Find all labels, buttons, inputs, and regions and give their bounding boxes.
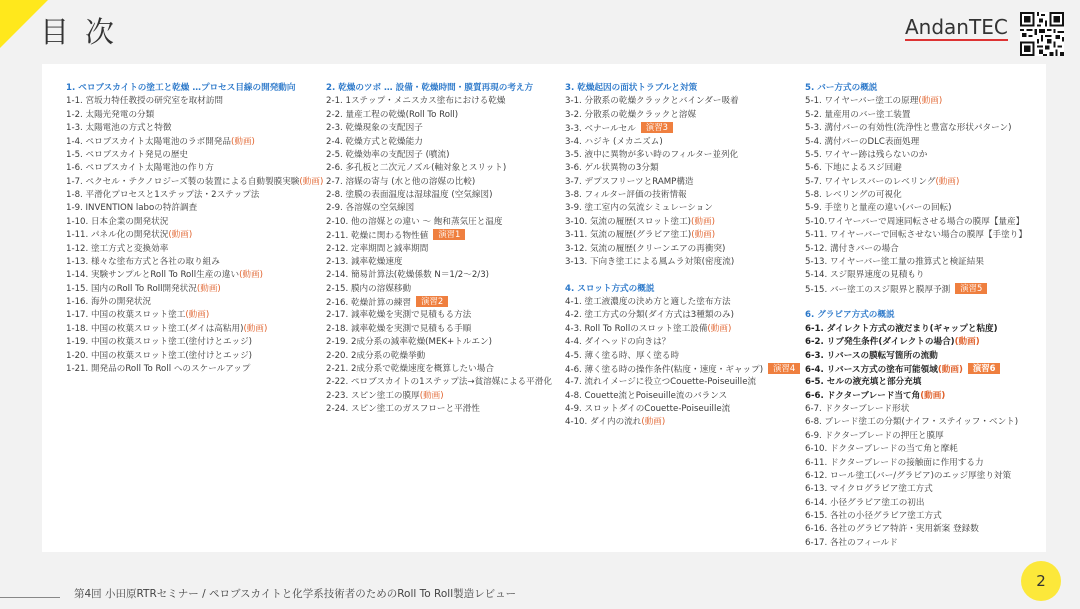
toc-item-label: 6-13. マイクログラビア塗工方式 (805, 484, 933, 495)
toc-item (66, 122, 323, 135)
toc-item (805, 537, 1027, 550)
footer-text: 第4回 小田原RTRセミナー / ペロブスカイトと化学系技術者のためのRoll To Roll製造レビュー (74, 588, 517, 600)
video-tag: (動画) (168, 230, 193, 241)
toc-item (565, 403, 800, 416)
toc-item-label: 6-16. 各社のグラビア特許・実用新案 登録数 (805, 524, 979, 535)
toc-item (805, 403, 1027, 416)
toc-item (565, 256, 800, 269)
toc-item-label: 5-15. バー塗工のスジ限界と膜厚予測 (805, 284, 951, 295)
toc-item-label: 1-9. INVENTION laboの特許調査 (66, 203, 198, 214)
toc-item-label: 2-6. 多孔板と二次元ノズル(軸対象とスリット) (326, 163, 507, 174)
toc-item (326, 309, 552, 322)
toc-item (805, 510, 1027, 523)
toc-item (326, 283, 552, 296)
toc-item-label: 6-8. ブレード塗工の分類(ナイフ・ステイッフ・ベント) (805, 417, 1019, 428)
toc-item (326, 122, 552, 135)
toc-item (66, 309, 323, 322)
toc-item-label: 2-16. 乾燥計算の練習 (326, 298, 412, 308)
toc-item-label: 3-11. 気流の履歴(グラビア塗工) (565, 230, 692, 241)
toc-item (565, 323, 800, 336)
toc-item-label: 5-5. ワイヤー跡は残らないのか (805, 149, 928, 160)
toc-item (66, 202, 323, 215)
toc-item-label: 5-1. ワイヤーバー塗工の原理 (805, 96, 919, 107)
toc-item (805, 523, 1027, 536)
toc-item (805, 363, 1027, 376)
toc-item-label: 2-4. 乾燥方式と乾燥能力 (326, 136, 423, 147)
toc-item-label: 1-2. 太陽光発電の分類 (66, 109, 155, 120)
toc-item (805, 256, 1027, 269)
toc-item-label: 2-20. 2成分系の乾燥挙動 (326, 350, 426, 361)
toc-item (565, 309, 800, 322)
toc-item-label: 6-3. リバースの膜転写箇所の流動 (805, 350, 938, 361)
toc-item (565, 95, 800, 108)
toc-item-label: 2-15. 膜内の溶媒移動 (326, 283, 412, 294)
video-tag: (動画) (918, 96, 943, 107)
toc-item (66, 216, 323, 229)
toc-item (326, 350, 552, 363)
video-tag: (動画) (954, 337, 980, 348)
toc-item-label: 6-2. リブ発生条件(ダイレクトの場合) (805, 337, 955, 348)
toc-item (565, 216, 800, 229)
toc-item-label: 2-12. 定率期間と減率期間 (326, 243, 429, 254)
video-tag: (動画) (641, 417, 666, 428)
toc-item (66, 176, 323, 189)
video-tag: (動画) (243, 323, 268, 334)
toc-item-label: 2-17. 減率乾燥を実測で見積もる方法 (326, 310, 472, 321)
toc-item (805, 162, 1027, 175)
toc-item-label: 6-10. ドクターブレードの当て角と摩耗 (805, 444, 958, 455)
toc-item-label: 1-18. 中国の枚葉スロット塗工(ダイは高粘用) (66, 323, 244, 334)
toc-item (805, 376, 1027, 389)
toc-item-label: 1-10. 日本企業の開発状況 (66, 216, 169, 227)
toc-item (565, 350, 800, 363)
toc-item (326, 136, 552, 149)
video-tag: (動画) (196, 283, 221, 294)
toc-item (66, 162, 323, 175)
toc-item-label: 3-6. ゲル状異物の3分類 (565, 163, 659, 174)
toc-item-label: 2-18. 減率乾燥を実測で見積もる手順 (326, 323, 472, 334)
video-tag: (動画) (691, 216, 715, 227)
toc-item (565, 390, 800, 403)
toc-item (805, 136, 1027, 149)
toc-item-label: 3-13. 下向き塗工による風ムラ対策(密度流) (565, 256, 735, 267)
toc-item-label: 2-8. 塗膜の表面温度は湿球温度 (空気線図) (326, 190, 493, 200)
toc-item (66, 149, 323, 162)
toc-section-heading (565, 283, 800, 296)
exercise-badge: 演習4 (768, 363, 800, 374)
toc-item-label: 1-17. 中国の枚葉スロット塗工 (66, 310, 186, 321)
toc-item-label: 6-17. 各社のフィールド (805, 537, 898, 548)
toc-item (805, 122, 1027, 135)
toc-item-label: 2-1. 1ステップ・メニスカス塗布における乾燥 (326, 96, 506, 107)
toc-item-label: 1-12. 塗工方式と変換効率 (66, 243, 169, 254)
toc-item-label: 4-2. 塗工方式の分類(ダイ方式は3種類のみ) (565, 310, 735, 321)
toc-item-label: 6-5. セルの液充填と部分充填 (805, 377, 922, 388)
toc-item-label: 2-7. 溶媒の寄与 (水と他の溶媒の比較) (326, 176, 476, 187)
toc-item-label: 2-24. スピン塗工のガスフローと平滑性 (326, 404, 480, 414)
toc-section-heading (565, 82, 800, 95)
toc-item (805, 350, 1027, 363)
toc-item-label: 1-6. ペロブスカイト太陽電池の作り方 (66, 163, 214, 174)
toc-item-label: 2-5. 乾燥効率の支配因子 (噴流) (326, 149, 450, 160)
toc-item-label: 3-12. 気流の履歴(クリーンエアの再衝突) (565, 243, 726, 254)
toc-item (66, 323, 323, 336)
toc-item-label: 3-5. 液中に異物が多い時のフィルター並列化 (565, 149, 739, 160)
toc-item (565, 296, 800, 309)
toc-item-label: 1-15. 国内のRoll To Roll開発状況 (66, 283, 197, 294)
video-tag: (動画) (935, 176, 960, 187)
toc-item (326, 256, 552, 269)
footer-divider (0, 597, 60, 598)
toc-item (326, 229, 552, 242)
toc-item-label: 4-7. 流れイメージに役立つCouette-Poiseuille流 (565, 377, 757, 388)
toc-item (326, 376, 552, 389)
toc-item-label: 2-22. ペロブスカイトの1ステップ法→貧溶媒による平滑化 (326, 377, 552, 388)
toc-item-label: 2-19. 2成分系の減率乾燥(MEK+トルエン) (326, 337, 492, 348)
toc-item (565, 243, 800, 256)
toc-item-label: 2. 乾燥のツボ … 設備・乾燥時間・膜質再現の考え方 (326, 83, 534, 93)
toc-item-label: 3-4. ハジキ (メカニズム) (565, 136, 663, 147)
toc-item-label: 2-10. 他の溶媒との違い ～ 飽和蒸気圧と温度 (326, 216, 503, 227)
toc-item (805, 497, 1027, 510)
toc-item-label: 3-2. 分散系の乾燥クラックと溶媒 (565, 109, 697, 120)
toc-item (805, 149, 1027, 162)
toc-item (66, 336, 323, 349)
toc-item (805, 336, 1027, 349)
toc-panel (42, 64, 1046, 552)
toc-item-label: 3-10. 気流の履歴(スロット塗工) (565, 216, 692, 227)
toc-item (805, 229, 1027, 242)
toc-item (326, 189, 552, 202)
toc-item-label: 2-9. 各溶媒の空気線図 (326, 203, 415, 214)
toc-item-label: 5. バー方式の概説 (805, 83, 878, 93)
toc-item-label: 3-9. 塗工室内の気流シミュレーション (565, 203, 713, 214)
toc-column-4 (805, 82, 1027, 550)
toc-item-label: 5-9. 手塗りと量産の違い(バーの回転) (805, 203, 952, 214)
toc-section-heading (805, 309, 1027, 322)
toc-item-label: 1-21. 開発品のRoll To Roll へのスケールアップ (66, 363, 251, 374)
toc-item (66, 269, 323, 282)
toc-item-label: 6-12. ロール塗工(バー/グラビア)のエッジ厚塗り対策 (805, 470, 1012, 481)
toc-item-label: 1-7. ペクセル・テクノロジーズ製の装置による自動製膜実験 (66, 176, 300, 187)
toc-item-label: 5-8. レベリングの可視化 (805, 190, 902, 200)
toc-item (805, 416, 1027, 429)
toc-item (66, 256, 323, 269)
toc-item (805, 243, 1027, 256)
toc-item (66, 109, 323, 122)
toc-item-label: 4-8. Couette流とPoiseuille流のバランス (565, 390, 728, 401)
toc-item (326, 390, 552, 403)
toc-item (565, 122, 800, 135)
toc-item-label: 5-11. ワイヤーバーで回転させない場合の膜厚【手塗り】 (805, 230, 1027, 241)
toc-item (565, 416, 800, 429)
video-tag: (動画) (707, 323, 732, 334)
toc-item-label: 6-6. ドクターブレード当て角 (805, 390, 921, 401)
toc-item-label: 6-7. ドクターブレード形状 (805, 404, 910, 414)
toc-item-label: 4-1. 塗工液濃度の決め方と適した塗布方法 (565, 297, 731, 307)
toc-item (66, 350, 323, 363)
toc-item (66, 95, 323, 108)
toc-item-label: 5-4. 溝付バーのDLC表面処理 (805, 136, 920, 147)
toc-item-label: 2-14. 簡易計算法(乾燥係数 N＝1/2～2/3) (326, 270, 490, 281)
toc-column-1 (66, 82, 323, 376)
toc-item-label: 6-11. ドクターブレードの接触面に作用する力 (805, 457, 984, 468)
toc-item (805, 109, 1027, 122)
toc-spacer (565, 269, 800, 282)
toc-column-3 (565, 82, 800, 430)
toc-item (565, 162, 800, 175)
toc-item (326, 162, 552, 175)
qr-code-icon (1020, 12, 1064, 56)
video-tag: (動画) (691, 230, 716, 241)
toc-item-label: 4-3. Roll To Rollのスロット塗工設備 (565, 323, 708, 334)
toc-item (66, 136, 323, 149)
toc-item (805, 269, 1027, 282)
toc-item-label: 5-14. スジ限界速度の見積もり (805, 270, 925, 281)
toc-item-label: 6-15. 各社の小径グラビア塗工方式 (805, 511, 942, 521)
toc-item (326, 323, 552, 336)
toc-item-label: 1-20. 中国の枚葉スロット塗工(塗付けとエッジ) (66, 350, 253, 361)
toc-item (326, 202, 552, 215)
toc-item (326, 216, 552, 229)
exercise-badge: 演習1 (433, 229, 465, 240)
brand-logo: AndanTEC (905, 15, 1008, 39)
exercise-badge: 演習3 (641, 122, 673, 133)
toc-item (805, 283, 1027, 296)
toc-item-label: 1-3. 太陽電池の方式と特徴 (66, 123, 172, 134)
toc-item (805, 470, 1027, 483)
toc-item (326, 149, 552, 162)
toc-item (326, 176, 552, 189)
toc-section-heading (326, 82, 552, 95)
toc-item (805, 483, 1027, 496)
toc-item-label: 1-5. ペロブスカイト発見の歴史 (66, 149, 189, 160)
exercise-badge: 演習5 (955, 283, 987, 294)
toc-item (326, 363, 552, 376)
page-number-badge: 2 (1021, 561, 1061, 601)
toc-item (326, 109, 552, 122)
toc-item-label: 1-14. 実験サンプルとRoll To Roll生産の違い (66, 270, 240, 281)
exercise-badge: 演習6 (968, 363, 1001, 374)
toc-item-label: 4-6. 薄く塗る時の操作条件(粘度・速度・ギャップ) (565, 364, 764, 375)
toc-item-label: 6-4. リバース方式の塗布可能領域 (805, 364, 938, 375)
toc-item-label: 1-1. 宮坂力特任教授の研究室を取材訪問 (66, 96, 224, 107)
toc-item (805, 323, 1027, 336)
video-tag: (動画) (299, 176, 324, 187)
toc-item (565, 136, 800, 149)
video-tag: (動画) (185, 310, 210, 321)
toc-item-label: 5-7. ワイヤレスバーのレベリング (805, 176, 936, 187)
toc-item-label: 1. ペロブスカイトの塗工と乾燥 …プロセス目線の開発動向 (66, 83, 296, 93)
toc-item-label: 4-9. スロットダイのCouette-Poiseuille流 (565, 404, 731, 414)
toc-item-label: 5-12. 溝付きバーの場合 (805, 243, 899, 254)
toc-item-label: 5-2. 量産用のバー塗工装置 (805, 109, 911, 120)
toc-item-label: 1-8. 平滑化プロセスと1ステップ法・2ステップ法 (66, 190, 260, 200)
page-title: 目次 (40, 15, 131, 49)
toc-item-label: 3-8. フィルター評価の技術情報 (565, 190, 687, 200)
toc-item-label: 2-13. 減率乾燥速度 (326, 256, 403, 267)
toc-item-label: 6-1. ダイレクト方式の液だまり(ギャップと粘度) (805, 323, 998, 334)
toc-item (565, 189, 800, 202)
toc-item (66, 296, 323, 309)
toc-item-label: 3-3. ベナールセル (565, 124, 636, 135)
toc-item (805, 430, 1027, 443)
toc-item-label: 5-6. 下地によるスジ回避 (805, 163, 902, 174)
toc-item (805, 216, 1027, 229)
toc-item-label: 1-19. 中国の枚葉スロット塗工(塗付けとエッジ) (66, 337, 253, 348)
toc-item (565, 109, 800, 122)
toc-item (326, 296, 552, 309)
toc-item-label: 5-10.ワイヤーバーで周速同転させる場合の膜厚【量産】 (805, 216, 1025, 227)
toc-item-label: 6. グラビア方式の概説 (805, 310, 895, 321)
toc-item (565, 229, 800, 242)
toc-item-label: 6-9. ドクターブレードの押圧と膜厚 (805, 430, 944, 441)
video-tag: (動画) (937, 364, 963, 375)
toc-item (326, 95, 552, 108)
video-tag: (動画) (231, 136, 255, 147)
toc-item-label: 1-4. ペロブスカイト太陽電池のラボ開発品 (66, 136, 231, 147)
toc-item (66, 229, 323, 242)
toc-item (565, 363, 800, 376)
toc-item-label: 1-13. 様々な塗布方式と各社の取り組み (66, 256, 220, 267)
toc-item-label: 5-13. ワイヤーバー塗工量の推算式と検証結果 (805, 256, 984, 267)
toc-column-2 (326, 82, 552, 416)
toc-item-label: 4-5. 薄く塗る時、厚く塗る時 (565, 350, 680, 361)
toc-item-label: 4-4. ダイヘッドの向きは？ (565, 337, 671, 348)
toc-item (326, 269, 552, 282)
toc-item (66, 189, 323, 202)
toc-item (565, 149, 800, 162)
toc-section-heading (805, 82, 1027, 95)
toc-item (805, 189, 1027, 202)
toc-item-label: 2-23. スピン塗工の膜厚 (326, 390, 420, 401)
toc-item (805, 457, 1027, 470)
toc-item-label: 2-2. 量産工程の乾燥(Roll To Roll) (326, 109, 459, 120)
toc-item-label: 2-3. 乾燥現象の支配因子 (326, 123, 423, 134)
toc-item (565, 202, 800, 215)
exercise-badge: 演習2 (416, 296, 448, 307)
toc-item-label: 4-10. ダイ内の流れ (565, 417, 642, 428)
toc-item (805, 202, 1027, 215)
toc-item-label: 3-1. 分散系の乾燥クラックとバインダー吸着 (565, 96, 739, 107)
toc-item (565, 336, 800, 349)
toc-item (805, 95, 1027, 108)
toc-item-label: 2-21. 2成分系で乾燥速度を概算したい場合 (326, 363, 494, 374)
video-tag: (動画) (419, 390, 444, 401)
toc-item (66, 363, 323, 376)
toc-item-label: 2-11. 乾燥に関わる物性値 (326, 231, 429, 242)
video-tag: (動画) (920, 390, 946, 401)
toc-item-label: 4. スロット方式の概説 (565, 283, 655, 294)
toc-section-heading (66, 82, 323, 95)
toc-spacer (805, 296, 1027, 309)
toc-item (805, 443, 1027, 456)
toc-item-label: 1-11. パネル化の開発状況 (66, 230, 169, 241)
toc-item (326, 243, 552, 256)
toc-item (805, 176, 1027, 189)
toc-item-label: 3-7. デプスフリーツとRAMP構造 (565, 176, 694, 187)
toc-item (66, 283, 323, 296)
toc-item-label: 6-14. 小径グラビア塗工の初出 (805, 497, 925, 508)
toc-item (565, 376, 800, 389)
video-tag: (動画) (239, 270, 263, 281)
toc-item (565, 176, 800, 189)
toc-item (326, 336, 552, 349)
toc-item (66, 243, 323, 256)
toc-item-label: 5-3. 溝付バーの有効性(洗浄性と豊富な形状パターン) (805, 123, 1012, 134)
toc-item-label: 1-16. 海外の開発状況 (66, 297, 152, 307)
toc-item-label: 3. 乾燥起因の面状トラブルと対策 (565, 83, 698, 93)
toc-item (326, 403, 552, 416)
toc-item (805, 390, 1027, 403)
